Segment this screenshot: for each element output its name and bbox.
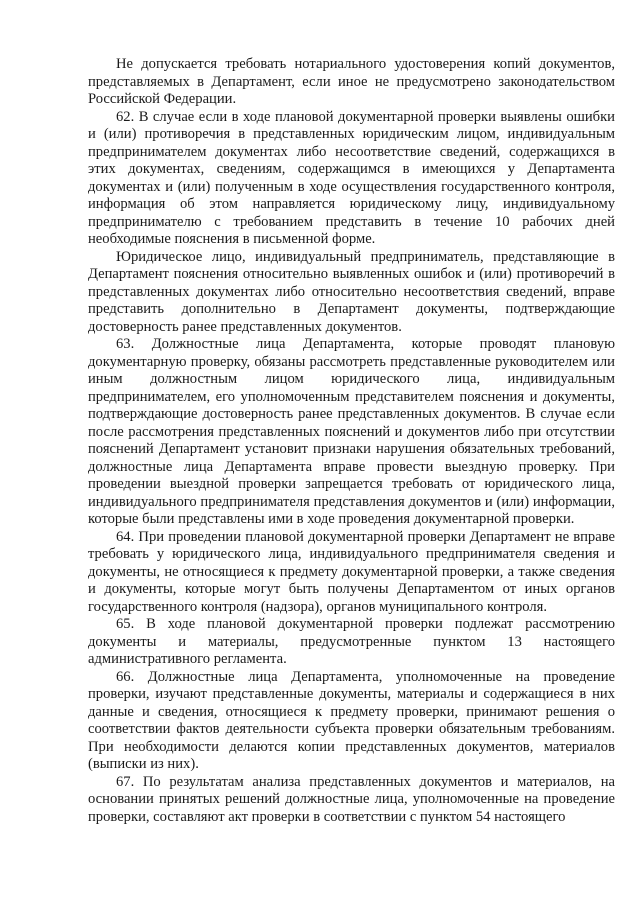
paragraph-63: 63. Должностные лица Департамента, которые проводят плановую документарную проверку, обязаны рассмотреть представленные руководителем или иным должностным лицом юридического лица, индивидуальным предпринимателем, его уполномоченным представителем пояснения и документы, подтверждающие достоверность ранее представленных документов. В случае если после рассмотрения представленных пояснений и документов либо при отсутствии пояснений Департамент установит признаки нарушения обязательных требований, должностные лица Департамента вправе провести выездную проверку. При проведении выездной проверки запрещается требовать от юридического лица, индивидуального предпринимателя представления документов и (или) информации, которые были представлены ими в ходе проведения документарной проверки. (88, 336, 615, 527)
paragraph-67: 67. По результатам анализа представленных документов и материалов, на основании принятых решений должностные лица, уполномоченные на проведение проверки, составляют акт проверки в соответствии с пунктом 54 настоящего (88, 773, 615, 825)
paragraph-66: 66. Должностные лица Департамента, уполномоченные на проведение проверки, изучают представленные документы, материалы и содержащиеся в них данные и сведения, относящиеся к предмету проверки, принимают решения о соответствии фактов деятельности субъекта проверки обязательным требованиям. При необходимости делаются копии представленных документов, материалов (выписки из них). (88, 668, 615, 772)
paragraph-62-explanations: Юридическое лицо, индивидуальный предприниматель, представляющие в Департамент пояснения относительно выявленных ошибок и (или) противоречий в представленных документах либо относительно несоответствия сведений, вправе представить дополнительно в Департамент документы, подтверждающие достоверность ранее представленных документов. (88, 248, 615, 335)
document-body (88, 56, 615, 826)
paragraph-64: 64. При проведении плановой документарной проверки Департамент не вправе требовать у юридического лица, индивидуального предпринимателя сведения и документы, не относящиеся к предмету документарной проверки, а также сведения и документы, которые могут быть получены Департаментом от иных органов государственного контроля (надзора), органов муниципального контроля. (88, 528, 615, 615)
paragraph-62: 62. В случае если в ходе плановой документарной проверки выявлены ошибки и (или) противоречия в представленных юридическим лицом, индивидуальным предпринимателем документах либо несоответствие сведений, содержащихся в этих документах, сведениям, содержащимся в имеющихся у Департамента документах и (или) полученным в ходе осуществления государственного контроля, информация об этом направляется юридическому лицу, индивидуальному предпринимателю с требованием представить в течение 10 рабочих дней необходимые пояснения в письменной форме. (88, 108, 615, 247)
paragraph-65: 65. В ходе плановой документарной проверки подлежат рассмотрению документы и материалы, предусмотренные пунктом 13 настоящего административного регламента. (88, 616, 615, 667)
paragraph-notarial-copies: Не допускается требовать нотариального удостоверения копий документов, представляемых в Департамент, если иное не предусмотрено законодательством Российской Федерации. (88, 56, 615, 107)
